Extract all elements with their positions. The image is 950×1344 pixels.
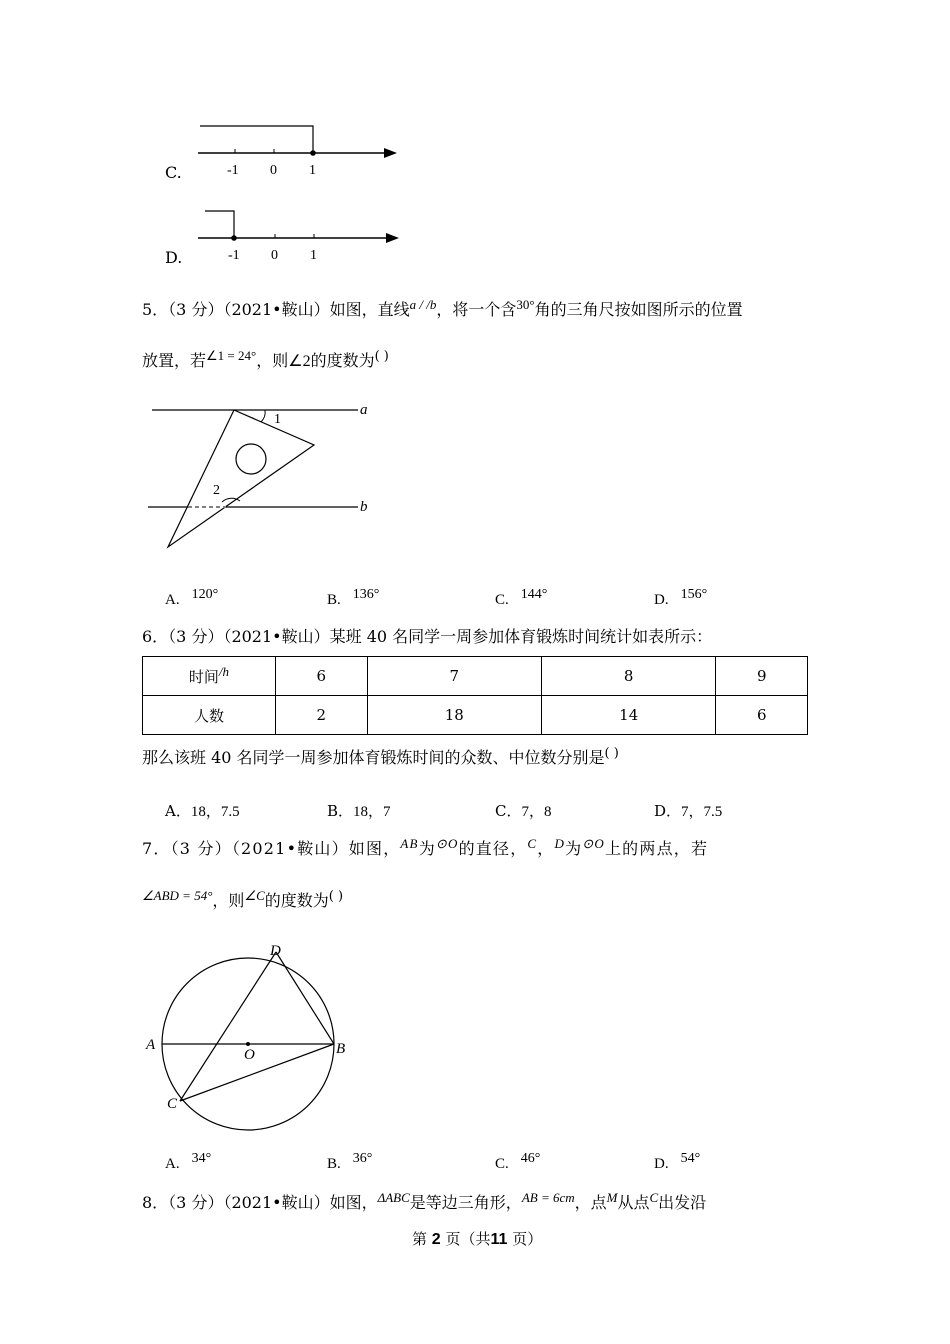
- numberline-c-figure: [190, 118, 410, 180]
- page-number: 2: [431, 1231, 441, 1248]
- q7-option-d[interactable]: D. 54°: [654, 1151, 701, 1172]
- q7-option-c[interactable]: C. 46°: [495, 1151, 541, 1172]
- numberline-c-point: [310, 150, 316, 156]
- q6-text: 6．（3 分）（2021•鞍山）某班 40 名同学一周参加体育锻炼时间统计如表所示：: [142, 627, 713, 646]
- table-head-time: 时间/h: [143, 657, 276, 696]
- option-c-label: C.: [165, 163, 182, 182]
- q5-option-a[interactable]: A. 120°: [165, 587, 219, 608]
- option-d-label: D.: [165, 248, 183, 267]
- table-cell: 9: [716, 657, 808, 696]
- q5-line1: 5．（3 分）（2021•鞍山）如图，直线$^{a / /b}$，将一个含$^{30^\circ}$角的三角尺按如图所示的位置: [142, 297, 743, 319]
- q5-line2: 放置，若$^{\angle 1 = 24^\circ}$，则∠2的度数为( ): [142, 348, 389, 370]
- chord-cb: [180, 1044, 334, 1101]
- set-square-outline: [168, 410, 314, 547]
- q6-option-d[interactable]: D．7，7.5: [654, 802, 723, 820]
- chord-dc: [180, 952, 276, 1101]
- label-b: B: [336, 1041, 346, 1057]
- label-a: A: [146, 1037, 156, 1053]
- numberline-c-arrow: [384, 148, 397, 158]
- q7-option-a[interactable]: A. 34°: [165, 1151, 212, 1172]
- numberline-c-tick-label: -1: [227, 163, 239, 178]
- table-cell: 6: [276, 657, 368, 696]
- page-footer: 第 2 页（共11 页）: [412, 1230, 543, 1248]
- numberline-c-tick-label: 0: [270, 163, 277, 178]
- q5-option-b[interactable]: B. 136°: [327, 587, 380, 608]
- q6-option-c[interactable]: C．7，8: [495, 802, 552, 820]
- table-row: [143, 657, 808, 696]
- q6-table: [142, 656, 808, 735]
- set-square-hole: [236, 444, 266, 474]
- numberline-d-figure: [190, 203, 410, 265]
- center-point: [246, 1042, 250, 1046]
- q5-option-d[interactable]: D. 156°: [654, 587, 708, 608]
- q8-line1: 8．（3 分）（2021•鞍山）如图，$^{\Delta ABC}$是等边三角形，$^{AB = 6cm}$，点$^M$从点$^C$出发沿: [142, 1190, 707, 1212]
- numberline-c-bracket: [200, 126, 313, 153]
- q5-option-c[interactable]: C. 144°: [495, 587, 548, 608]
- label-angle-1: 1: [274, 412, 281, 427]
- numberline-d-tick-label: 0: [271, 248, 278, 263]
- table-cell: 2: [276, 696, 368, 735]
- q6-question: 那么该班 40 名同学一周参加体育锻炼时间的众数、中位数分别是( ): [142, 746, 619, 767]
- q6-option-b[interactable]: B．18，7: [327, 802, 391, 820]
- numberline-d-arrow: [386, 233, 399, 243]
- q5-triangle-figure: [140, 395, 380, 555]
- table-cell: 7: [367, 657, 541, 696]
- q6-option-a[interactable]: A．18，7.5: [165, 802, 240, 820]
- label-d: D: [270, 943, 281, 959]
- q7-option-b[interactable]: B. 36°: [327, 1151, 373, 1172]
- q7-circle-figure: [140, 935, 360, 1135]
- q7-line1: 7．（3 分）（2021•鞍山）如图，$^{AB}$为$^{⊙O}$的直径，$^C$，$^D$为$^{⊙O}$上的两点，若: [142, 836, 709, 858]
- chord-db: [276, 952, 334, 1044]
- table-head-count: 人数: [143, 696, 276, 735]
- angle-1-arc: [261, 410, 265, 422]
- label-b: b: [360, 499, 368, 515]
- table-cell: 8: [541, 657, 715, 696]
- q7-line2: $^{\angle ABD = 54^\circ}$，则$^{\angle C}$的度数为( ): [142, 888, 344, 910]
- numberline-d-tick-label: 1: [310, 248, 317, 263]
- numberline-d-tick-label: -1: [228, 248, 240, 263]
- table-row: [143, 696, 808, 735]
- numberline-d-bracket: [205, 211, 234, 238]
- table-cell: 6: [716, 696, 808, 735]
- label-a: a: [360, 402, 368, 418]
- label-c: C: [167, 1096, 178, 1112]
- numberline-c-tick-label: 1: [309, 163, 316, 178]
- label-angle-2: 2: [213, 483, 220, 498]
- label-o: O: [244, 1047, 255, 1063]
- numberline-d-point: [231, 235, 237, 241]
- table-cell: 18: [367, 696, 541, 735]
- page-total: 11: [490, 1231, 508, 1248]
- table-cell: 14: [541, 696, 715, 735]
